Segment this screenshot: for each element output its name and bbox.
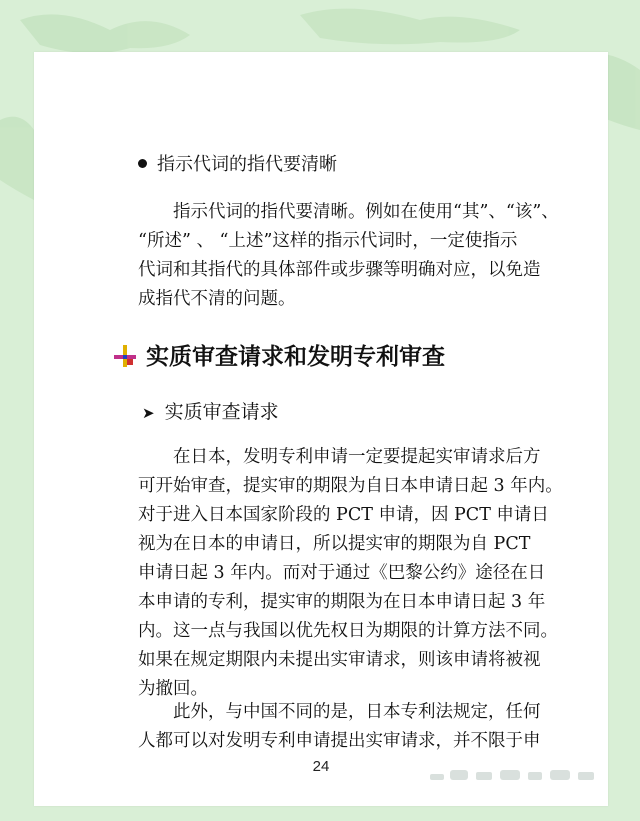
document-page	[34, 52, 608, 806]
paragraph-line: 对于进入日本国家阶段的 PCT 申请，因 PCT 申请日	[138, 505, 549, 525]
paragraph-line: 本申请的专利，提实审的期限为在日本申请日起 3 年	[138, 592, 546, 612]
paragraph-line: 在日本，发明专利申请一定要提起实审请求后方	[138, 447, 541, 467]
paragraph-demonstrative-pronouns	[138, 198, 568, 314]
paragraph-line: 人都可以对发明专利申请提出实审请求，并不限于申	[138, 731, 541, 751]
bullet-heading	[138, 150, 337, 176]
colored-cross-icon	[114, 345, 136, 367]
paragraph-line: 内。这一点与我国以优先权日为期限的计算方法不同。	[138, 621, 558, 641]
paragraph-line: 申请日起 3 年内。而对于通过《巴黎公约》途径在日	[138, 563, 546, 583]
paragraph-line: 成指代不清的问题。	[138, 289, 296, 309]
paragraph-line: “所述” 、 “上述”这样的指示代词时，一定使指示	[138, 231, 518, 251]
paragraph-line: 指示代词的指代要清晰。例如在使用“其”、“该”、	[138, 202, 559, 222]
paragraph-any-person	[138, 698, 568, 756]
paragraph-line: 如果在规定期限内未提出实审请求，则该申请将被视	[138, 650, 541, 670]
bullet-dot-icon	[138, 159, 147, 168]
paragraph-line: 视为在日本的申请日，所以提实审的期限为自 PCT	[138, 534, 531, 554]
bullet-heading-text: 指示代词的指代要清晰	[157, 154, 337, 175]
paragraph-line: 此外，与中国不同的是，日本专利法规定，任何	[138, 702, 541, 722]
watermark	[420, 760, 620, 800]
paragraph-line: 代词和其指代的具体部件或步骤等明确对应，以免造	[138, 260, 541, 280]
arrow-right-icon: ➤	[142, 404, 155, 422]
section-title	[114, 338, 445, 371]
sub-heading-text: 实质审查请求	[164, 401, 279, 423]
paragraph-substantive-examination	[138, 443, 568, 704]
section-title-text: 实质审查请求和发明专利审查	[146, 344, 445, 370]
paragraph-line: 为撤回。	[138, 679, 208, 699]
sub-heading	[142, 397, 279, 424]
page-number: 24	[312, 758, 330, 775]
paragraph-line: 可开始审查，提实审的期限为自日本申请日起 3 年内。	[138, 476, 563, 496]
